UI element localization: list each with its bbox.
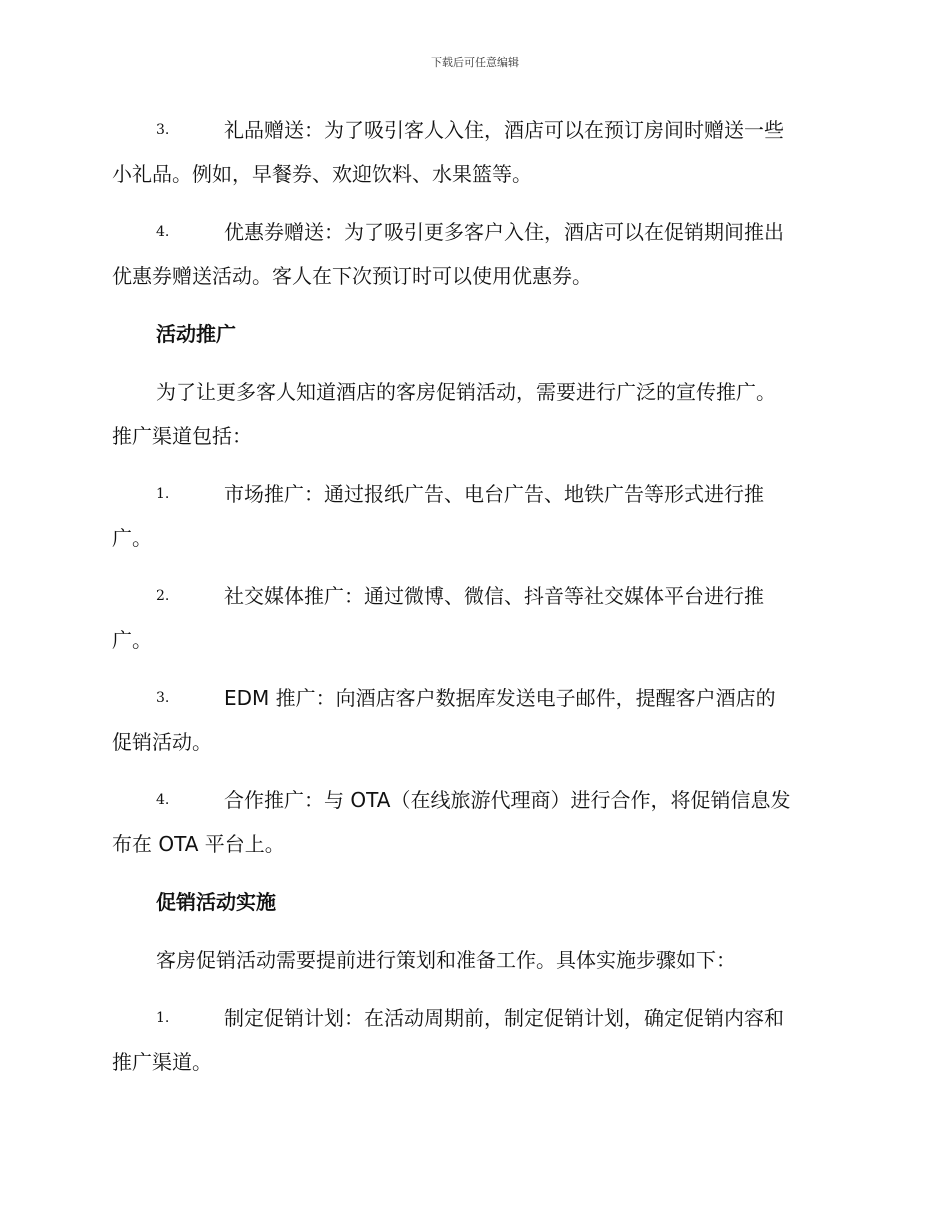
section-heading-implementation: 促销活动实施 (156, 890, 276, 914)
list-item (112, 472, 842, 516)
list-item (112, 108, 842, 152)
list-item-text: 市场推广：通过报纸广告、电台广告、地铁广告等形式进行推 (224, 482, 764, 506)
list-item-text: EDM 推广：向酒店客户数据库发送电子邮件，提醒客户酒店的 (224, 686, 776, 710)
list-item-continuation: 优惠券赠送活动。客人在下次预订时可以使用优惠券。 (112, 264, 592, 288)
list-item-text: 制定促销计划：在活动周期前，制定促销计划，确定促销内容和 (224, 1006, 784, 1030)
list-item-number: 4. (156, 224, 170, 240)
list-item (112, 574, 842, 618)
paragraph: 为了让更多客人知道酒店的客房促销活动，需要进行广泛的宣传推广。 (156, 380, 776, 404)
list-item-continuation: 广。 (112, 526, 152, 550)
list-item-number: 1. (156, 486, 170, 502)
document-body (112, 108, 842, 1084)
list-item (112, 210, 842, 254)
list-item (112, 676, 842, 720)
list-item-text: 优惠券赠送：为了吸引更多客户入住，酒店可以在促销期间推出 (224, 220, 784, 244)
list-item-continuation: 广。 (112, 628, 152, 652)
list-item-continuation: 促销活动。 (112, 730, 212, 754)
paragraph: 客房促销活动需要提前进行策划和准备工作。具体实施步骤如下： (156, 948, 736, 972)
list-item-text: 合作推广：与 OTA（在线旅游代理商）进行合作，将促销信息发 (224, 788, 791, 812)
page-header-note: 下载后可任意编辑 (431, 56, 519, 69)
list-item-continuation: 小礼品。例如，早餐券、欢迎饮料、水果篮等。 (112, 162, 532, 186)
list-item-number: 4. (156, 792, 170, 808)
list-item-text: 礼品赠送：为了吸引客人入住，酒店可以在预订房间时赠送一些 (224, 118, 784, 142)
list-item-continuation: 推广渠道。 (112, 1050, 212, 1074)
list-item (112, 778, 842, 822)
list-item-number: 2. (156, 588, 170, 604)
list-item (112, 996, 842, 1040)
list-item-continuation: 布在 OTA 平台上。 (112, 832, 285, 856)
paragraph-continuation: 推广渠道包括： (112, 424, 252, 448)
list-item-number: 3. (156, 690, 170, 706)
list-item-text: 社交媒体推广：通过微博、微信、抖音等社交媒体平台进行推 (224, 584, 764, 608)
list-item-number: 1. (156, 1010, 170, 1026)
section-heading-promotion: 活动推广 (156, 322, 236, 346)
list-item-number: 3. (156, 122, 170, 138)
